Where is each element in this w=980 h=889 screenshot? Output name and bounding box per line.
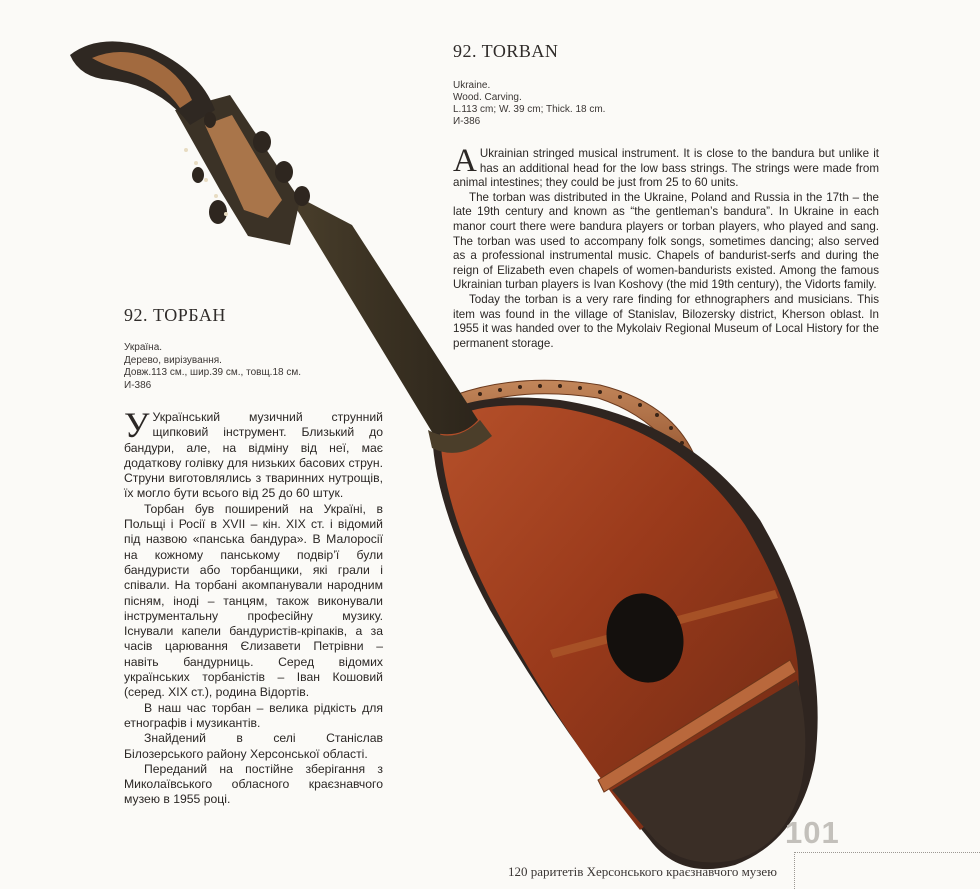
en-title: 92. TORBAN <box>453 41 559 61</box>
page-number: 101 <box>785 815 840 850</box>
en-dropcap: A <box>453 143 477 179</box>
ua-paragraph: Торбан був поширений на Україні, в Польщі і Росії в XVII – кін. XIX ст. і відомий під назвою «панська бандура». В Малоросії на кожному панському подвір’ї були бандуристи або торбанщики, які грали і співали. На торбані акомпанували народним пісням, іноді – танцям, також виконували інструментальну професійну музику. Існували капели бандуристів-кріпаків, а за часів царювання Єлизавети Петрівни – навіть бандурниць. Серед відомих українських торбаністів – Іван Кошовий (серед. XIX ст.), родина Відортів. <box>124 501 383 700</box>
en-paragraph: A Ukrainian stringed musical instrument. It is close to the bandura but unlike it has an additional head for the low bass strings. The strings were made from animal intestines; they could be just from 25 to 60 units. <box>453 143 879 190</box>
ua-paragraph: Переданий на постійне зберігання з Миколаївського обласного краєзнавчого музею в 1955 році. <box>124 761 383 807</box>
ua-meta-dimensions: Довж.113 см., шир.39 см., товщ.18 см. <box>124 367 302 378</box>
en-meta-material: Wood. Carving. <box>453 92 522 103</box>
en-meta <box>453 80 605 128</box>
dotted-divider-horizontal <box>795 852 980 853</box>
en-paragraph: Today the torban is a very rare finding for ethnographers and musicians. This item was found in the village of Stanislav, Bilozersky district, Kherson oblast. In 1955 it was handed over to the Mykolaiv Regional Museum of Local History for the permanent storage. <box>453 292 879 350</box>
en-description <box>453 143 879 351</box>
ua-dropcap: У <box>124 405 150 445</box>
en-meta-origin: Ukraine. <box>453 80 491 91</box>
ua-title: 92. ТОРБАН <box>124 305 226 325</box>
book-title-footer: 120 раритетів Херсонського краєзнавчого музею <box>508 864 777 879</box>
ua-paragraph: У Український музичний струнний щипковий інструмент. Близький до бандури, але, на відміну від неї, має додаткову голівку для низьких басових струн. Струни виготовлялись з тваринних нутрощів, їх могло бути всього від 25 до 60 штук. <box>124 405 383 501</box>
neck <box>285 190 478 434</box>
ua-meta <box>124 342 301 392</box>
ua-meta-origin: Україна. <box>124 342 163 353</box>
ua-description <box>124 405 383 808</box>
ua-meta-material: Дерево, вирізування. <box>124 354 222 366</box>
en-meta-inventory: И-386 <box>453 116 481 127</box>
ua-paragraph: Знайдений в селі Станіслав Білозерського району Херсонської області. <box>124 731 383 761</box>
ua-meta-inventory: И-386 <box>124 379 152 391</box>
en-paragraph: The torban was distributed in the Ukraine, Poland and Russia in the 17th – the late 19th century and known as “the gentleman’s bandura”. In Ukraine in each manor court there were bandura players or torban players, who played and sang. The torban was used to accompany folk songs, sometimes dancing; also served as a professional instrumental music. Chapels of bandurist-serfs and during the reign of Elizabeth even chapels of women-bandurists existed. Among the famous Ukrainian turban players is Ivan Koshovy (the mid 19th century), the Vidorts family. <box>453 190 879 292</box>
en-meta-dimensions: L.113 cm; W. 39 cm; Thick. 18 cm. <box>453 104 606 115</box>
bass-head <box>70 41 215 125</box>
dotted-divider-vertical <box>794 852 795 889</box>
ua-paragraph: В наш час торбан – велика рідкість для етнографів і музикантів. <box>124 700 383 730</box>
